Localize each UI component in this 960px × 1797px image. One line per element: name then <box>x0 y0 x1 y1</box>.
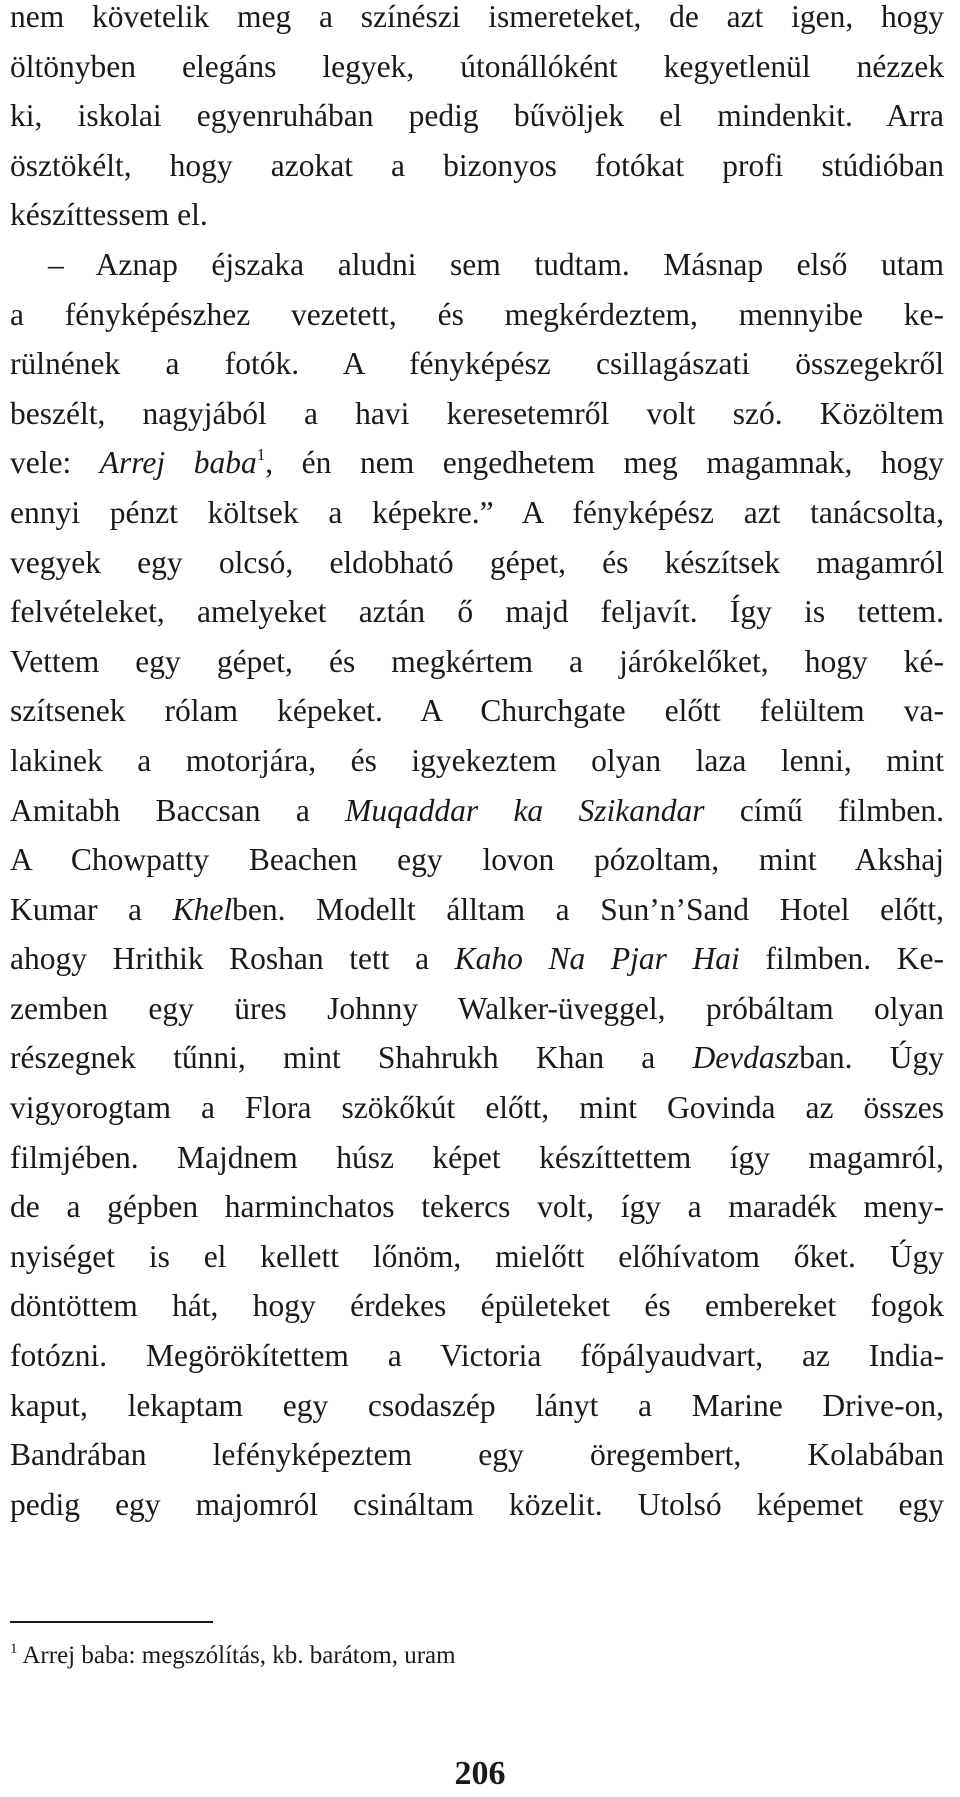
film-title: Khel <box>172 891 233 927</box>
text-line: döntöttem hát, hogy érdekes épületeket és embereket fogok <box>10 1288 944 1324</box>
footnote-marker: 1 <box>10 1641 18 1657</box>
text-span: részegnek tűnni, mint Shahrukh Khan a <box>10 1040 693 1076</box>
footnote-text: Arrej baba: megszólítás, kb. barátom, uram <box>17 1642 456 1669</box>
text-line <box>10 1033 944 1083</box>
text-line <box>10 438 944 488</box>
footnote-reference: 1 <box>256 445 266 465</box>
text-line: ösztökélt, hogy azokat a bizonyos fotókat profi stúdióban <box>10 147 944 183</box>
text-line: nem követelik meg a színészi ismereteket, de azt igen, hogy <box>10 0 944 34</box>
film-title: Devdasz <box>692 1040 800 1076</box>
film-title: Muqaddar ka Szikandar <box>345 792 705 828</box>
text-line: vigyorogtam a Flora szökőkút előtt, mint Govinda az összes <box>10 1090 944 1126</box>
text-span: ben. Modellt álltam a Sun’n’Sand Hotel előtt, <box>232 891 944 927</box>
text-line: de a gépben harminchatos tekercs volt, így a maradék meny- <box>10 1189 944 1225</box>
text-line: készíttessem el. <box>10 197 208 233</box>
text-line: nyiséget is el kellett lőnöm, mielőtt előhívatom őket. Úgy <box>10 1238 944 1274</box>
italic-phrase: Arrej baba <box>99 445 257 481</box>
text-line: A Chowpatty Beachen egy lovon pózoltam, mint Akshaj <box>10 842 944 878</box>
text-span: ban. Úgy <box>799 1040 944 1076</box>
text-line <box>10 885 944 935</box>
text-line: öltönyben elegáns legyek, útonállóként kegyetlenül nézzek <box>10 48 944 84</box>
body-text <box>10 0 944 1529</box>
text-span: című filmben. <box>704 792 944 828</box>
text-line: felvételeket, amelyeket aztán ő majd feljavít. Így is tettem. <box>10 594 944 630</box>
text-span: Amitabh Baccsan a <box>10 792 346 828</box>
text-line <box>10 786 944 836</box>
text-line: beszélt, nagyjából a havi keresetemről volt szó. Közöltem <box>10 395 944 431</box>
text-span: filmben. Ke- <box>739 941 944 977</box>
text-line: pedig egy majomról csináltam közelit. Utolsó képemet egy <box>10 1486 944 1522</box>
text-line <box>10 934 944 984</box>
text-span: , én nem engedhetem meg magamnak, hogy <box>265 445 944 481</box>
text-line: Bandrában lefényképeztem egy öregembert, Kolabában <box>10 1437 944 1473</box>
text-line: – Aznap éjszaka aludni sem tudtam. Másnap első utam <box>48 246 944 282</box>
page-number: 206 <box>454 1755 506 1792</box>
text-line: Vettem egy gépet, és megkértem a járókelőket, hogy ké- <box>10 643 944 679</box>
text-line: ki, iskolai egyenruhában pedig bűvöljek el mindenkit. Arra <box>10 98 944 134</box>
text-line: vegyek egy olcsó, eldobható gépet, és készítsek magamról <box>10 544 944 580</box>
text-line: zemben egy üres Johnny Walker-üveggel, próbáltam olyan <box>10 990 944 1026</box>
text-line: rülnének a fotók. A fényképész csillagászati összegekről <box>10 346 944 382</box>
text-span: Kumar a <box>10 891 173 927</box>
footnote-divider <box>10 1621 213 1623</box>
text-line: ennyi pénzt költsek a képekre.” A fényképész azt tanácsolta, <box>10 494 944 530</box>
text-line: filmjében. Majdnem húsz képet készíttettem így magamról, <box>10 1139 944 1175</box>
text-line: lakinek a motorjára, és igyekeztem olyan laza lenni, mint <box>10 742 944 778</box>
text-span: vele: <box>10 445 100 481</box>
text-span: ahogy Hrithik Roshan tett a <box>10 941 455 977</box>
text-line: szítsenek rólam képeket. A Churchgate előtt felültem va- <box>10 693 944 729</box>
footnote <box>10 1640 456 1672</box>
film-title: Kaho Na Pjar Hai <box>454 941 740 977</box>
text-line: fotózni. Megörökítettem a Victoria főpályaudvart, az India- <box>10 1338 944 1374</box>
text-line: a fényképészhez vezetett, és megkérdeztem, mennyibe ke- <box>10 296 944 332</box>
text-line: kaput, lekaptam egy csodaszép lányt a Marine Drive-on, <box>10 1387 944 1423</box>
